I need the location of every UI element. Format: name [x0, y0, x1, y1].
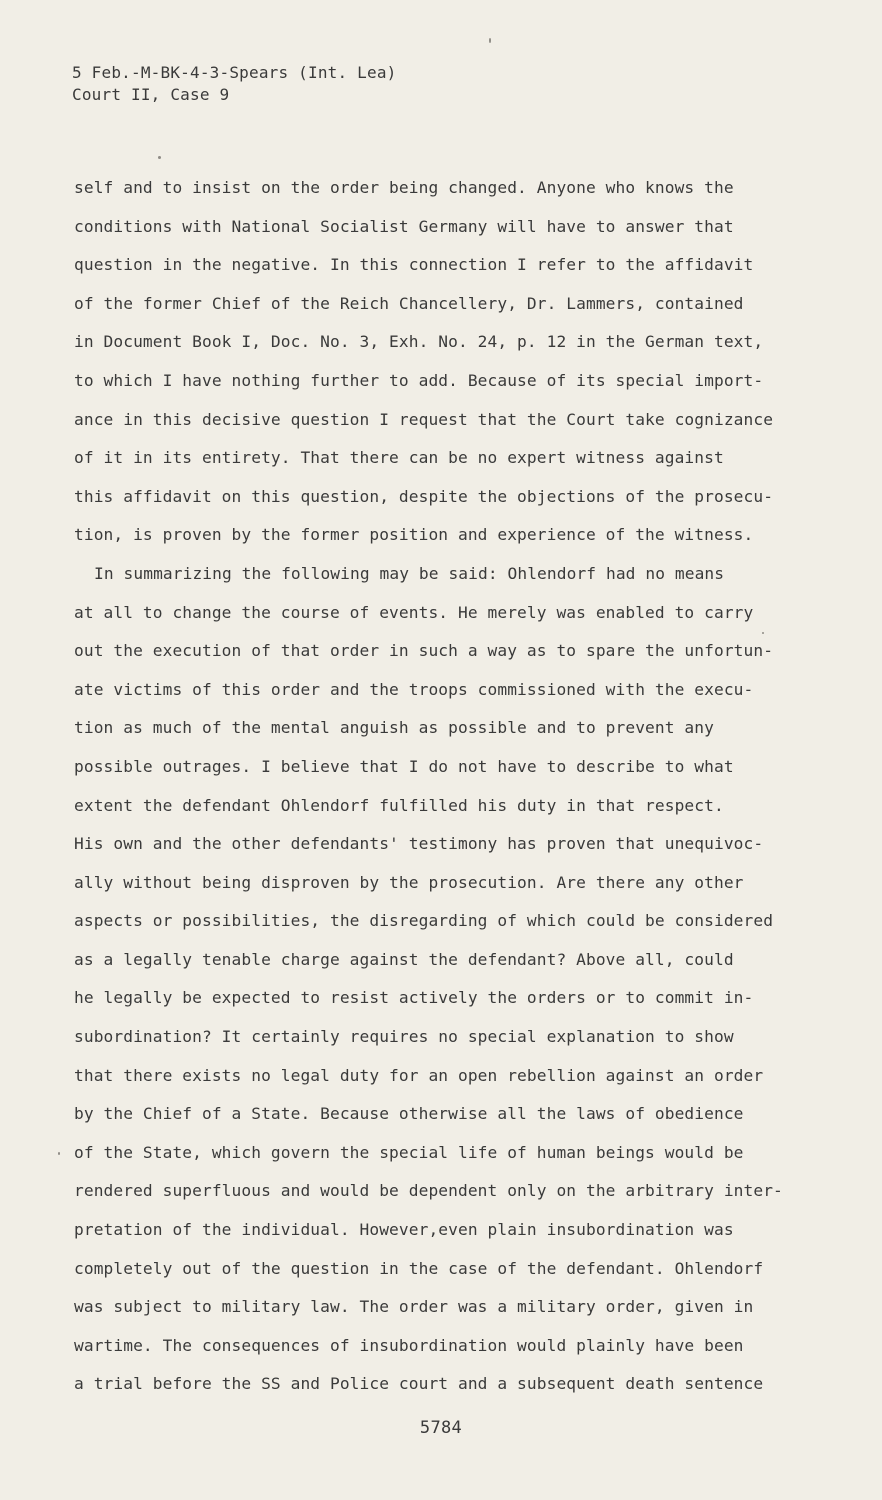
body-line: conditions with National Socialist Germany will have to answer that — [74, 216, 734, 236]
body-line: extent the defendant Ohlendorf fulfilled his duty in that respect. — [74, 795, 724, 815]
body-line: ance in this decisive question I request that the Court take cognizance — [74, 409, 774, 429]
body-line: he legally be expected to resist actively the orders or to commit in- — [74, 988, 754, 1008]
body-line: pretation of the individual. However,even plain insubordination was — [74, 1220, 734, 1240]
paper-speck — [158, 156, 161, 159]
body-line: possible outrages. I believe that I do not have to describe to what — [74, 756, 734, 776]
body-line: aspects or possibilities, the disregarding of which could be considered — [74, 911, 774, 931]
body-line: to which I have nothing further to add. Because of its special import- — [74, 370, 764, 390]
body-line: that there exists no legal duty for an open rebellion against an order — [74, 1065, 764, 1085]
body-line: subordination? It certainly requires no special explanation to show — [74, 1027, 734, 1047]
body-line: tion as much of the mental anguish as possible and to prevent any — [74, 718, 714, 738]
body-line: was subject to military law. The order was a military order, given in — [74, 1297, 754, 1317]
paragraph-start-line: In summarizing the following may be said: Ohlendorf had no means — [94, 563, 725, 583]
body-line: self and to insist on the order being changed. Anyone who knows the — [74, 178, 734, 197]
paper-speck — [58, 1152, 60, 1155]
body-line: ally without being disproven by the prosecution. Are there any other — [74, 872, 744, 892]
body-line: a trial before the SS and Police court and a subsequent death sentence — [74, 1374, 764, 1394]
body-line: of the State, which govern the special life of human beings would be — [74, 1142, 744, 1162]
body-line: of it in its entirety. That there can be no expert witness against — [74, 448, 724, 468]
body-line: wartime. The consequences of insubordination would plainly have been — [74, 1335, 744, 1355]
body-line: in Document Book I, Doc. No. 3, Exh. No. 24, p. 12 in the German text, — [74, 332, 764, 352]
body-line: this affidavit on this question, despite the objections of the prosecu- — [74, 486, 774, 506]
body-line: out the execution of that order in such a way as to spare the unfortun- — [74, 641, 774, 661]
paper-speck — [762, 632, 764, 634]
body-line: tion, is proven by the former position and experience of the witness. — [74, 525, 754, 545]
body-line: by the Chief of a State. Because otherwise all the laws of obedience — [74, 1104, 744, 1124]
body-line: rendered superfluous and would be dependent only on the arbitrary inter- — [74, 1181, 783, 1201]
paper-speck — [489, 38, 491, 43]
body-line: ate victims of this order and the troops commissioned with the execu- — [74, 679, 754, 699]
body-line: His own and the other defendants' testimony has proven that unequivoc- — [74, 834, 764, 854]
body-line: completely out of the question in the case of the defendant. Ohlendorf — [74, 1258, 764, 1278]
body-line: as a legally tenable charge against the defendant? Above all, could — [74, 949, 734, 969]
page-number: 5784 — [419, 1418, 463, 1438]
header-court-line: Court II, Case 9 — [72, 85, 230, 104]
body-line: at all to change the course of events. He merely was enabled to carry — [74, 602, 754, 622]
document-body — [74, 174, 783, 1409]
header-reference-line: 5 Feb.-M-BK-4-3-Spears (Int. Lea) — [72, 63, 397, 82]
document-header — [72, 62, 396, 106]
body-line: of the former Chief of the Reich Chancellery, Dr. Lammers, contained — [74, 293, 744, 313]
body-line: question in the negative. In this connection I refer to the affidavit — [74, 255, 754, 275]
